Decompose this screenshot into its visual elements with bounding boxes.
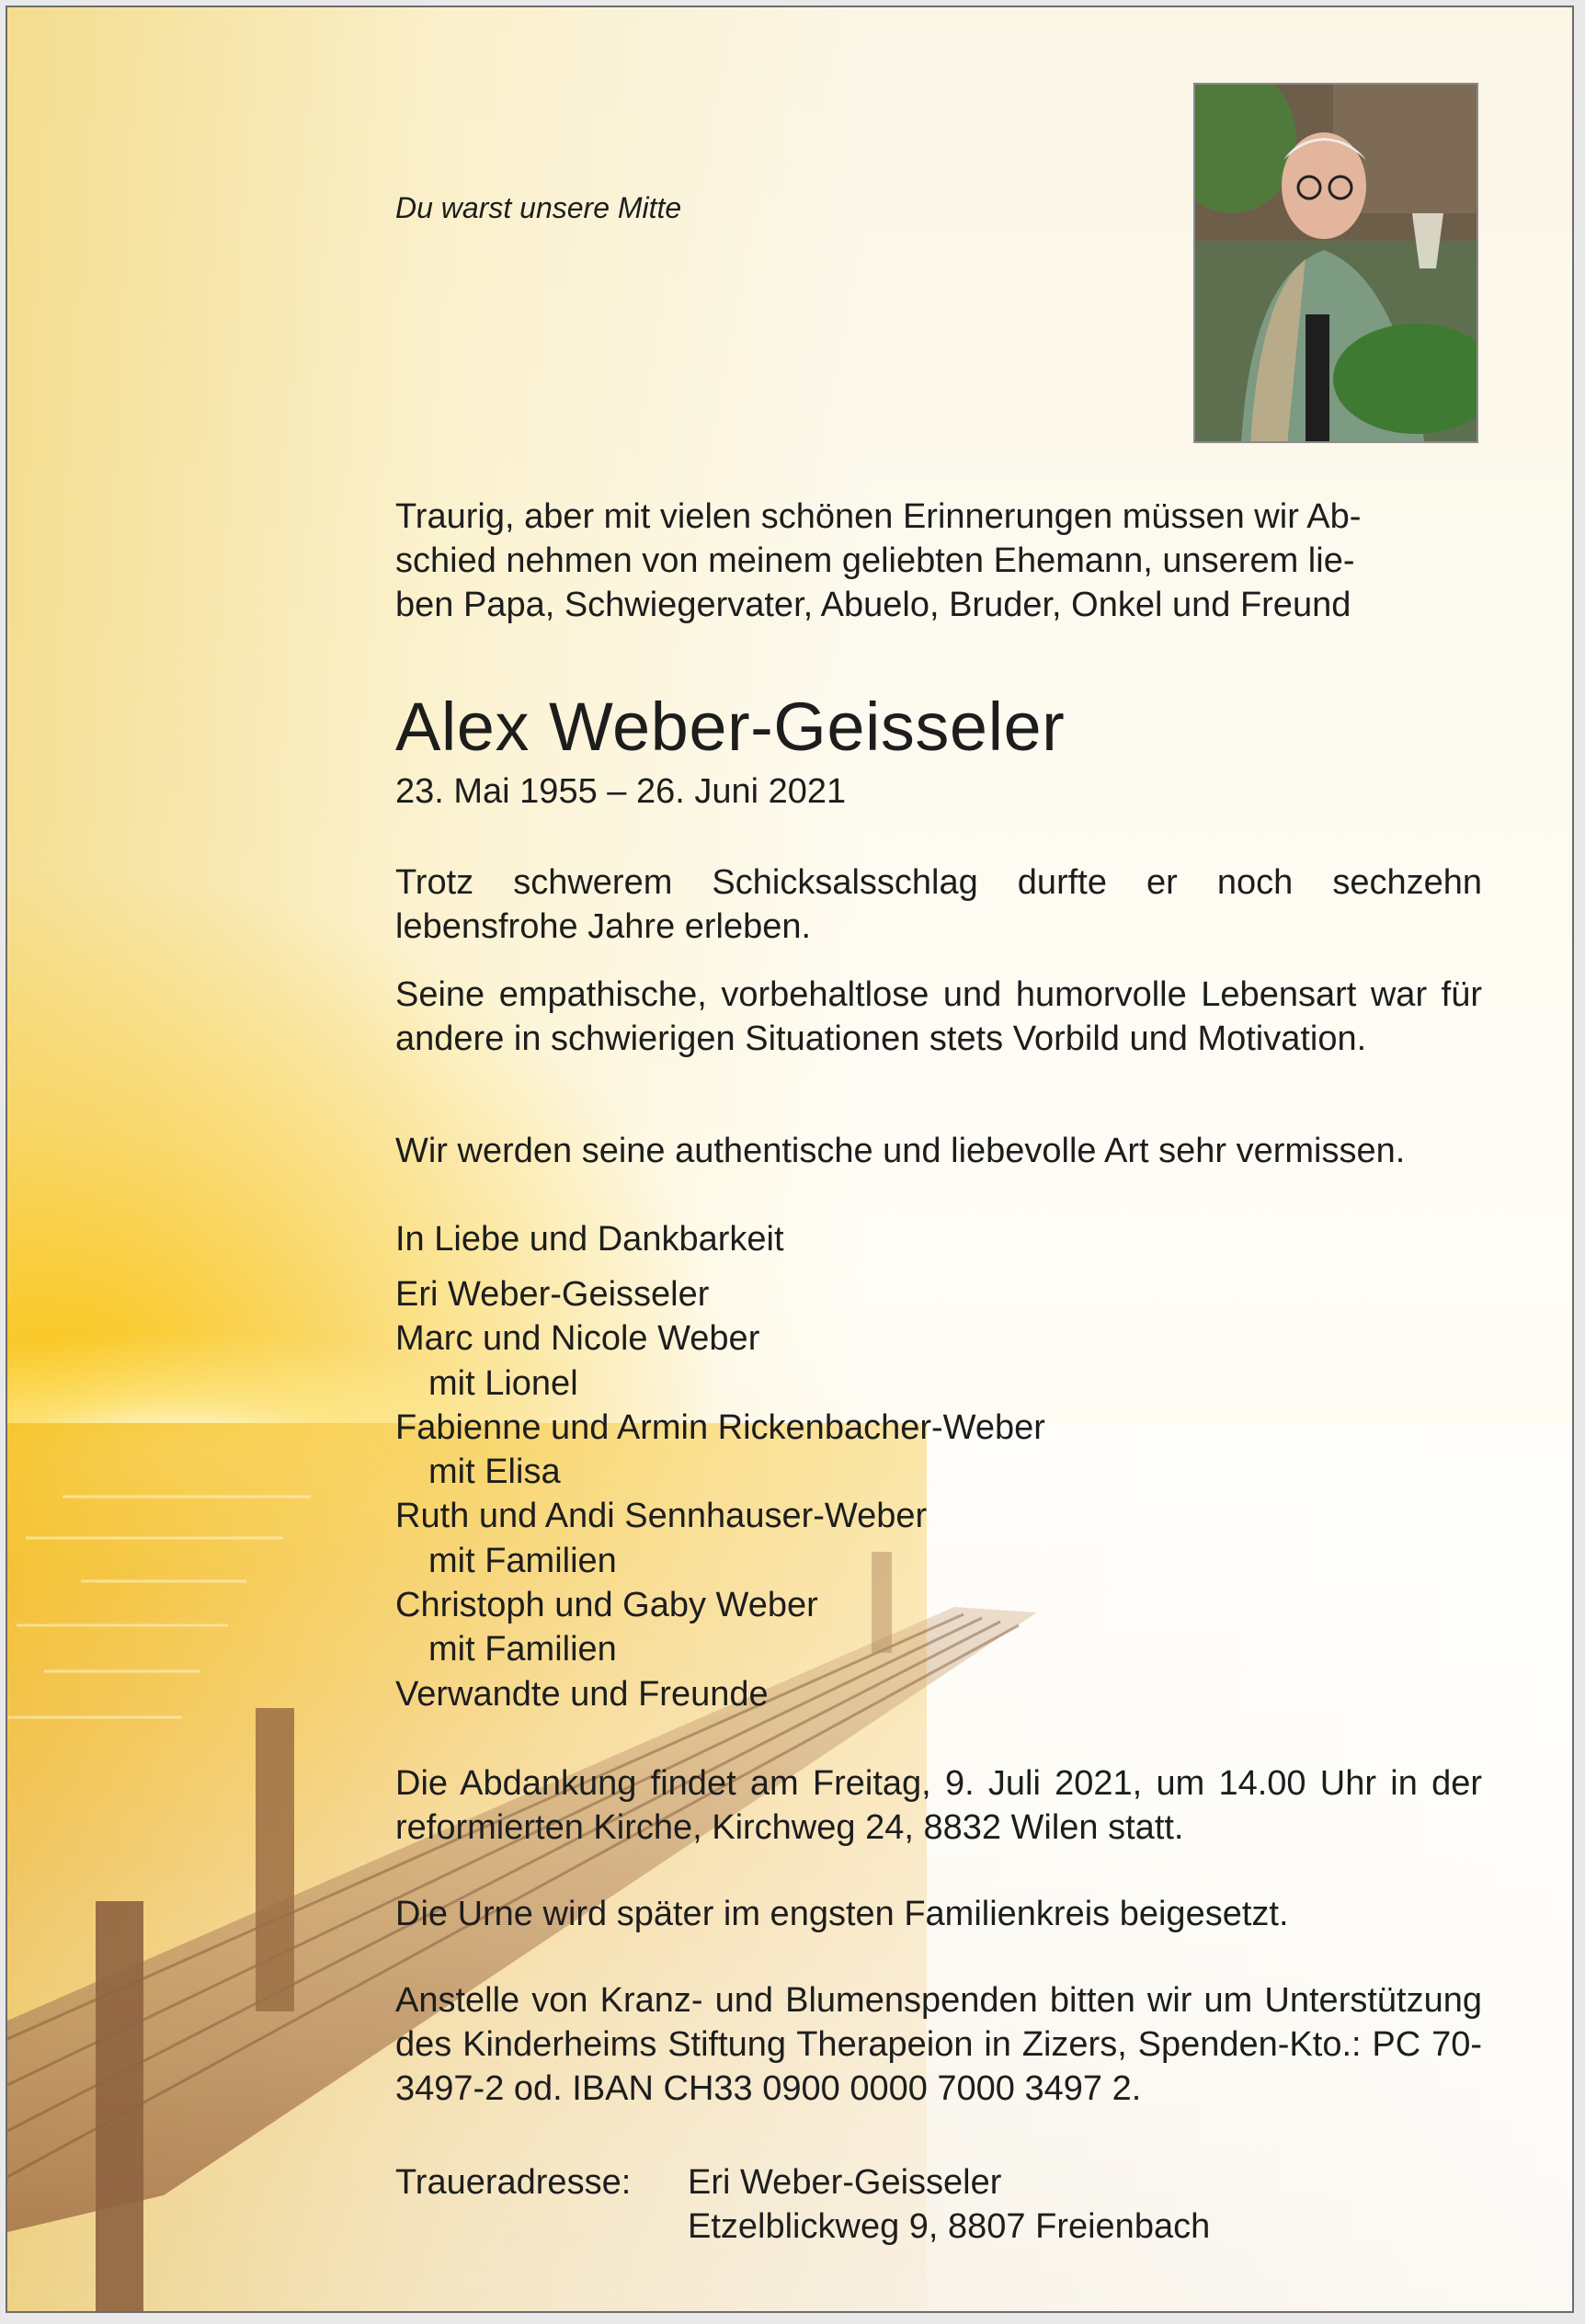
mourning-address	[395, 2160, 1482, 2249]
family-member-sub: mit Lionel	[428, 1363, 578, 1403]
address-name: Eri Weber-Geisseler	[688, 2163, 1002, 2202]
family-member: Marc und Nicole Weber	[395, 1319, 760, 1359]
family-member: Ruth und Andi Sennhauser-Weber	[395, 1497, 928, 1536]
intro-text	[395, 495, 1482, 627]
family-member: Eri Weber-Geisseler	[395, 1275, 710, 1314]
intro-line: Traurig, aber mit vielen schönen Erinnerungen müssen wir Ab-	[395, 497, 1362, 536]
motto: Du warst unsere Mitte	[395, 191, 682, 224]
address-street: Etzelblickweg 9, 8807 Freienbach	[688, 2207, 1211, 2246]
family-member: Christoph und Gaby Weber	[395, 1586, 818, 1625]
paragraph-character: Seine empathische, vorbehaltlose und humorvolle Lebensart war für andere in schwierigen Situationen stets Vorbild und Motivation.	[395, 975, 1482, 1058]
family-member-sub: mit Familien	[428, 1541, 617, 1580]
family-list	[395, 1272, 1482, 1716]
urn-info: Die Urne wird später im engsten Familienkreis beigesetzt.	[395, 1895, 1289, 1933]
signature-heading: In Liebe und Dankbarkeit	[395, 1220, 784, 1259]
address-label: Traueradresse:	[395, 2163, 632, 2202]
life-dates: 23. Mai 1955 – 26. Juni 2021	[395, 772, 847, 811]
family-member-sub: mit Elisa	[428, 1452, 561, 1492]
intro-line: ben Papa, Schwiegervater, Abuelo, Bruder, Onkel und Freund	[395, 586, 1351, 624]
portrait-photo	[1193, 83, 1478, 443]
paragraph-miss: Wir werden seine authentische und liebevolle Art sehr vermissen.	[395, 1132, 1406, 1170]
pier-post	[96, 1901, 143, 2313]
family-member-sub: mit Familien	[428, 1630, 617, 1669]
ceremony-info: Die Abdankung findet am Freitag, 9. Juli 2021, um 14.00 Uhr in der reformierten Kirche, Kirchweg 24, 8832 Wilen statt.	[395, 1764, 1482, 1847]
pier-post	[256, 1708, 294, 2011]
paragraph-fate: Trotz schwerem Schicksalsschlag durfte er noch sechzehn lebensfrohe Jahre erleben.	[395, 863, 1482, 946]
family-member: Verwandte und Freunde	[395, 1674, 769, 1714]
family-member: Fabienne und Armin Rickenbacher-Weber	[395, 1407, 1045, 1447]
donation-info: Anstelle von Kranz- und Blumenspenden bitten wir um Unterstützung des Kinderheims Stiftung Therapeion in Zizers, Spenden-Kto.: PC 70-3497-2 od. IBAN CH33 0900 0000 7000 3497 2.	[395, 1981, 1482, 2108]
portrait-image	[1195, 85, 1478, 443]
obituary-page	[6, 6, 1574, 2313]
intro-line: schied nehmen von meinem geliebten Ehemann, unserem lie-	[395, 541, 1355, 580]
deceased-name: Alex Weber-Geisseler	[395, 689, 1066, 765]
